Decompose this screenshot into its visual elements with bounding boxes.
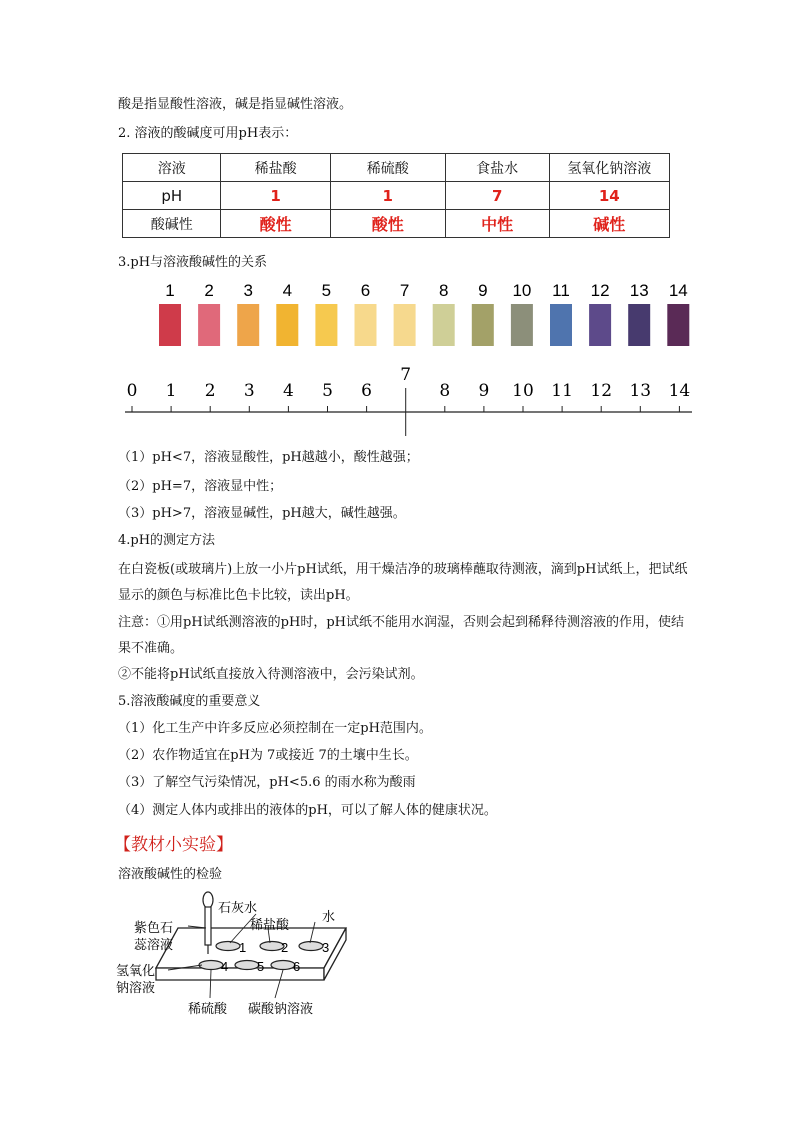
color-swatch: [667, 304, 689, 346]
number-line-label: 4: [282, 381, 294, 401]
ph-color-chart: [150, 276, 700, 356]
label-naoh-line-2: 钠溶液: [116, 981, 156, 996]
experiment-heading: 【教材小实验】: [114, 835, 233, 855]
section-2-title: 2. 溶液的酸碱度可用pH表示：: [118, 126, 298, 141]
color-swatch: [550, 304, 572, 346]
color-chart-label: 9: [478, 281, 488, 300]
well: [235, 961, 259, 970]
table-cell: 1: [221, 182, 330, 210]
label-water: 水: [322, 910, 336, 925]
rule-item: （3）pH>7，溶液显碱性，pH越大，碱性越强。: [118, 506, 406, 521]
rule-item: （2）pH=7，溶液显中性；: [118, 479, 283, 494]
note-2-text: ②不能将pH试纸直接放入待测溶液中，会污染试剂。: [118, 667, 424, 682]
ph-number-line: [115, 362, 705, 442]
rule-item: （1）pH<7，溶液显酸性，pH越越小，酸性越强；: [118, 450, 419, 465]
color-swatch: [589, 304, 611, 346]
well-number: 3: [322, 940, 330, 955]
label-litmus-line-2: 蕊溶液: [134, 938, 174, 953]
label-litmus-line-1: 紫色石: [134, 921, 174, 936]
significance-item: （3）了解空气污染情况，pH<5.6 的雨水称为酸雨: [118, 775, 416, 790]
color-chart-label: 8: [438, 281, 449, 300]
table-header-cell: 稀盐酸: [221, 154, 330, 182]
number-line-label: 10: [512, 381, 534, 401]
spot-plate-figure: [110, 888, 350, 1022]
well-number: 5: [257, 959, 265, 974]
number-line-label: 3: [243, 381, 255, 401]
color-swatch: [355, 304, 377, 346]
number-line-label: 5: [322, 381, 333, 401]
well-number: 1: [239, 940, 247, 955]
well: [199, 961, 223, 970]
color-swatch: [511, 304, 533, 346]
table-cell: 酸碱性: [123, 210, 221, 238]
color-chart-label: 11: [552, 281, 570, 300]
color-chart-label: 1: [165, 281, 175, 300]
number-line-label: 11: [551, 381, 573, 401]
number-line-label: 9: [478, 381, 490, 401]
number-line-label: 6: [361, 381, 373, 401]
significance-item: （4）测定人体内或排出的液体的pH，可以了解人体的健康状况。: [118, 803, 497, 818]
color-swatch: [237, 304, 259, 346]
label-dilute-h2so4: 稀硫酸: [188, 1002, 228, 1017]
color-chart-label: 12: [590, 281, 610, 300]
color-swatch: [159, 304, 181, 346]
table-header-cell: 食盐水: [445, 154, 549, 182]
table-row: [123, 182, 670, 210]
table-header-cell: 氢氧化钠溶液: [549, 154, 669, 182]
color-chart-label: 7: [399, 281, 410, 300]
color-swatch: [628, 304, 650, 346]
table-header-row: [123, 154, 670, 182]
section-3-title: 3.pH与溶液酸碱性的关系: [118, 255, 268, 270]
label-naoh-line-1: 氢氧化: [116, 964, 156, 979]
number-line-label: 2: [204, 381, 216, 401]
significance-item: （2）农作物适宜在pH为 7或接近 7的土壤中生长。: [118, 748, 418, 763]
color-swatch: [315, 304, 337, 346]
table-cell: 7: [445, 182, 549, 210]
color-chart-label: 6: [360, 281, 371, 300]
section-4-title: 4.pH的测定方法: [118, 533, 216, 548]
color-swatch: [198, 304, 220, 346]
color-chart-label: 4: [282, 281, 293, 300]
intro-text: 酸是指显酸性溶液，碱是指显碱性溶液。: [118, 97, 353, 112]
number-line-label: 0: [126, 381, 138, 401]
number-line-label: 13: [629, 381, 652, 401]
table-cell: 14: [549, 182, 669, 210]
note-text: 注意：①用pH试纸测溶液的pH时，pH试纸不能用水润湿，否则会起到稀释待测溶液的作用，使结果不准确。: [118, 615, 684, 656]
well-number: 4: [221, 959, 229, 974]
well-number: 6: [293, 959, 301, 974]
color-swatch: [394, 304, 416, 346]
color-chart-label: 5: [321, 281, 332, 300]
ph-table: [122, 153, 670, 238]
well-number: 2: [281, 940, 289, 955]
number-line-label: 8: [439, 381, 451, 401]
significance-item: （1）化工生产中许多反应必须控制在一定pH范围内。: [118, 721, 432, 736]
table-header-cell: 溶液: [123, 154, 221, 182]
well: [299, 942, 323, 951]
table-row: [123, 210, 670, 238]
label-na2co3: 碳酸钠溶液: [248, 1002, 314, 1017]
color-chart-label: 10: [512, 281, 532, 300]
number-line-label: 7: [400, 365, 412, 385]
method-text: 在白瓷板(或玻璃片)上放一小片pH试纸，用干燥洁净的玻璃棒蘸取待测液，滴到pH试纸上，把试纸显示的颜色与标准比色卡比较，读出pH。: [118, 562, 688, 603]
color-swatch: [433, 304, 455, 346]
table-header-cell: 稀硫酸: [330, 154, 445, 182]
table-cell: 酸性: [221, 210, 330, 238]
label-dilute-hcl: 稀盐酸: [250, 918, 290, 933]
table-cell: 碱性: [549, 210, 669, 238]
label-limewater: 石灰水: [218, 901, 258, 916]
number-line-label: 1: [165, 381, 177, 401]
table-cell: pH: [123, 182, 221, 210]
table-cell: 中性: [445, 210, 549, 238]
color-chart-label: 3: [243, 281, 253, 300]
number-line-label: 14: [668, 381, 691, 401]
color-chart-label: 2: [204, 281, 214, 300]
color-swatch: [472, 304, 494, 346]
section-5-title: 5.溶液酸碱度的重要意义: [118, 694, 261, 709]
well: [216, 942, 240, 951]
color-swatch: [276, 304, 298, 346]
experiment-title: 溶液酸碱性的检验: [118, 867, 223, 882]
table-cell: 1: [330, 182, 445, 210]
color-chart-label: 13: [629, 281, 649, 300]
well: [271, 961, 295, 970]
dropper-icon: [203, 892, 213, 954]
color-chart-label: 14: [668, 281, 688, 300]
number-line-label: 12: [590, 381, 613, 401]
table-cell: 酸性: [330, 210, 445, 238]
